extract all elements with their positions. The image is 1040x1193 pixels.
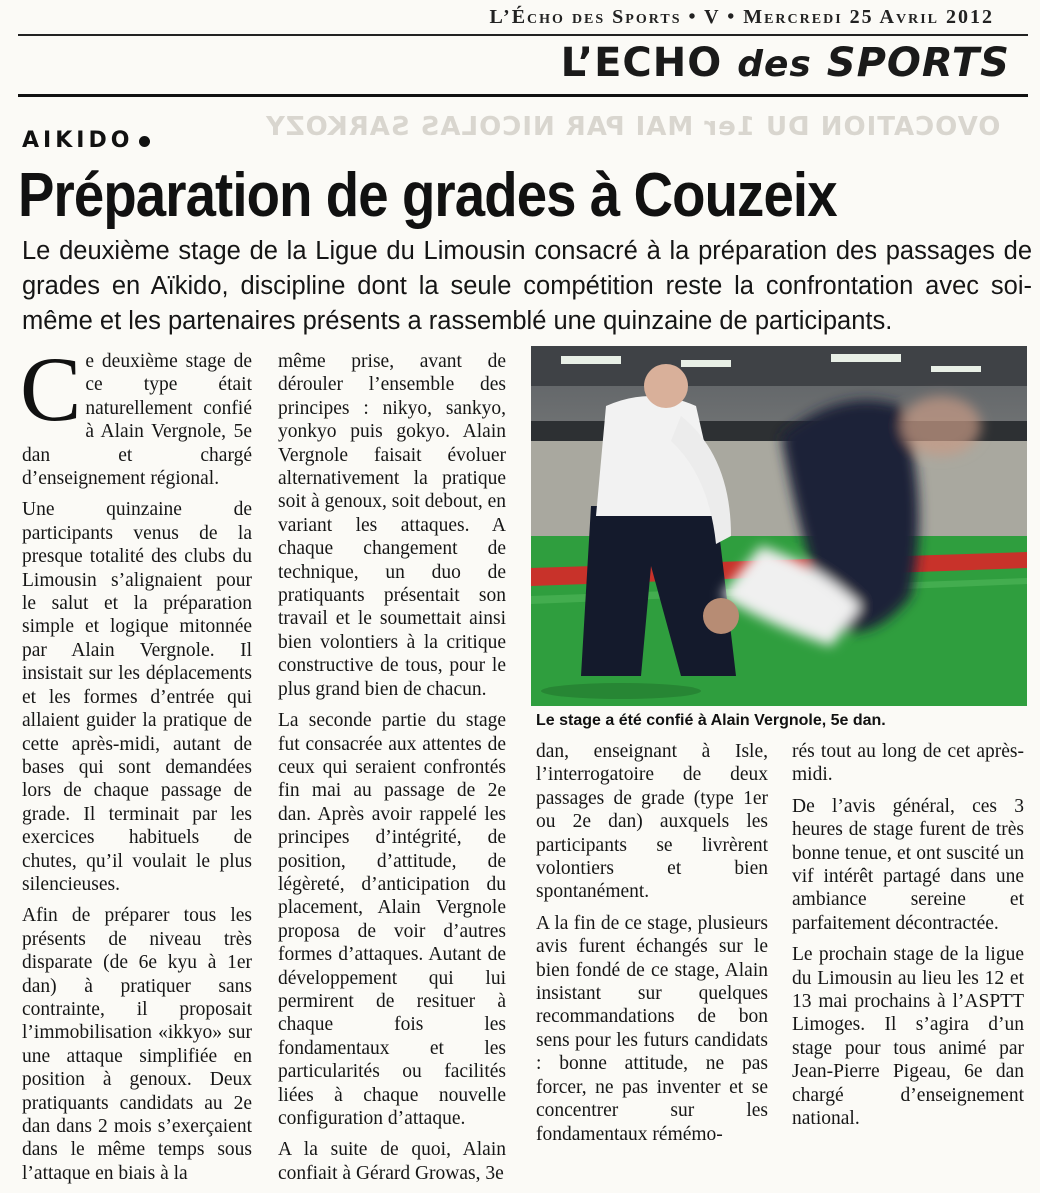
article-column-4 <box>792 740 1024 1139</box>
header-rule-bottom <box>18 94 1028 97</box>
ceiling-light <box>681 360 731 367</box>
photo-caption: Le stage a été confié à Alain Vergnole, 5e dan. <box>536 712 886 729</box>
column-paragraph: De l’avis général, ces 3 heures de stage furent de très bonne tenue, et ont suscité un vif intérêt partagé dans une ambiance sereine et parfaitement décontractée. <box>792 795 1024 934</box>
column-paragraph: même prise, avant de dérouler l’ensemble des principes : nikyo, sankyo, yonkyo puis gokyo. Alain Vergnole faisait évoluer alternativement la pratique soit à genoux, soit debout, en variant les attaques. A chaque changement de technique, un duo de pratiquants présentait son travail et le soumettait ainsi bien volontiers à la critique constructive de tous, pour le plus grand bien de chacun. <box>278 351 507 700</box>
column-paragraph: Afin de préparer tous les présents de niveau très disparate (de 6e kyu à 1er dan) à pratiquer sans contrainte, il proposait l’immobilisation «ikkyo» sur une attaque simplifiée en position à genoux. Deux pratiquants candidats au 2e dan dans 2 mois s’exerçaient dans le même temps sous l’attaque en biais à la <box>22 905 252 1184</box>
masthead-des: des <box>737 44 812 85</box>
running-header <box>0 0 1040 34</box>
article-lede: Le deuxième stage de la Ligue du Limousin consacré à la préparation des passages de grades en Aïkido, discipline dont la seule compétition reste la confrontation avec soi-même et les partenaires présents a rassemblé une quinzaine de participants. <box>22 237 1032 335</box>
kicker-label: AIKIDO <box>22 128 134 153</box>
bullet-icon <box>139 136 150 147</box>
column-paragraph: dan, enseignant à Isle, l’interrogatoire de deux passages de grade (type 1er ou 2e dan) auxquels les participants se livrèrent volontiers et bien spontanément. <box>536 741 768 903</box>
article-column-3 <box>536 740 768 1154</box>
aikido-photo-illustration <box>531 346 1027 706</box>
column-paragraph: rés tout au long de cet après-midi. <box>792 741 1024 786</box>
ceiling-light <box>561 356 621 364</box>
ceiling-light <box>831 354 901 362</box>
article-column-2 <box>278 350 506 1193</box>
column-paragraph: Le prochain stage de la ligue du Limousin au lieu les 12 et 13 mai prochains à l’ASPTT Limoges. Il s’agira d’un stage pour tous animé par Jean-Pierre Pigeau, 6e dan chargé d’enseignement national. <box>792 944 1024 1130</box>
masthead-sports: SPORTS <box>826 40 1010 86</box>
drop-cap: C <box>20 338 82 440</box>
column-paragraph: Une quinzaine de participants venus de la presque totalité des clubs du Limousin s’alignaient pour le salut et la préparation simple et logique mitonnée par Alain Vergnole. Il insistait sur les déplacements et les formes d’entrée qui allaient guider la pratique de cette après-midi, autant de bases qui sont demandées lors de chaque passage de grade. Il terminait par les exercices habituels de chutes, qu’il voulait le plus silencieuses. <box>22 499 252 895</box>
paragraph-text: e deuxième stage de ce type était naturellement confié à Alain Vergnole, 5e dan et chargé d’enseignement régional. <box>22 351 252 490</box>
header-rule-top <box>18 34 1028 36</box>
article-column-1 <box>20 338 252 1193</box>
column-paragraph <box>20 338 252 490</box>
article-headline: Préparation de grades à Couzeix <box>18 161 837 230</box>
article-photo <box>531 346 1027 706</box>
section-masthead <box>561 40 1010 86</box>
column-paragraph: A la suite de quoi, Alain confiait à Gérard Growas, 3e <box>278 1139 506 1184</box>
ceiling-light <box>931 366 981 372</box>
article-kicker <box>22 128 150 153</box>
masthead-lecho: L’ECHO <box>560 40 723 86</box>
column-paragraph: La seconde partie du stage fut consacrée aux attentes de ceux qui seraient confrontés fin mai au passage de 2e dan. Après avoir rappelé les principes d’intégrité, de position, d’attitude, de légèreté, d’anticipation du placement, Alain Vergnole proposa de voir d’autres formes d’attaques. Autant de développement qui lui permirent de resituer à chaque fois les fondamentaux et les particularités ou facilités liées à chaque nouvelle configuration d’attaque. <box>278 710 506 1129</box>
shadow <box>541 683 701 699</box>
column-paragraph: A la fin de ce stage, plusieurs avis furent échangés sur le bien fondé de ce stage, Alain insistant sur quelques recommandations de bon sens pour les futurs candidats : bonne attitude, ne pas forcer, ne pas inventer et se concentrer sur les fondamentaux rémémo- <box>536 912 768 1145</box>
instructor-head <box>644 364 688 408</box>
uke-head <box>703 598 739 634</box>
show-through-text: OVOCATION DU 1er MAI PAR NICOLAS SARKOZY <box>264 112 1000 142</box>
running-head-text: L’Écho des Sports • V • Mercredi 25 Avril 2012 <box>489 6 994 28</box>
